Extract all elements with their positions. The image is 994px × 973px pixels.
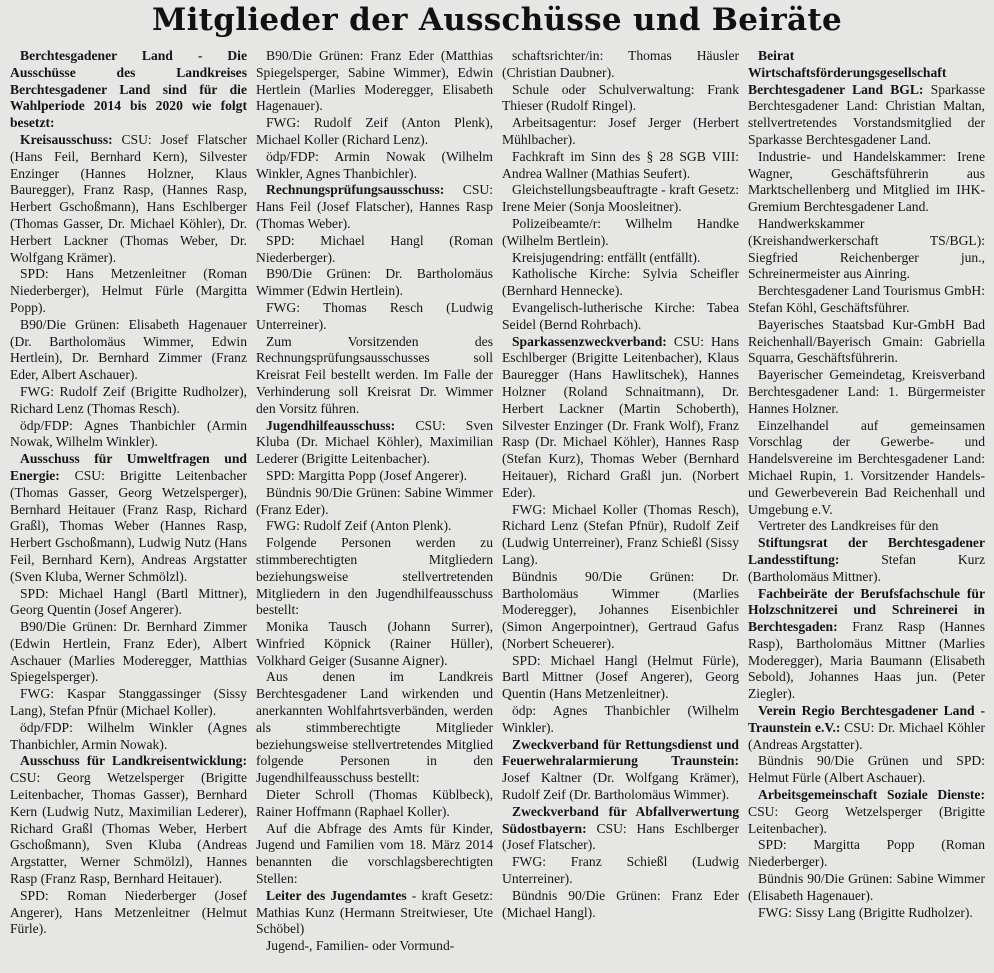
paragraph bbox=[502, 334, 739, 502]
paragraph-text: Aus denen im Landkreis Berchtesgadener Land wirkenden und anerkannten Wohlfahrtsverbänden, werden als stimmberechtigte Mitglieder beziehungsweise stellvertretendes Mitglied folgende Personen in den Jugendhilfeausschuss bestellt: bbox=[256, 669, 493, 786]
paragraph bbox=[502, 854, 739, 888]
paragraph-text: FWG: Franz Schießl (Ludwig Unterreiner). bbox=[502, 854, 739, 887]
column-4 bbox=[744, 48, 990, 973]
paragraph-heading: Zweckverband für Abfallverwertung Südostbayern: bbox=[502, 803, 739, 836]
paragraph bbox=[256, 535, 493, 619]
paragraph-heading: Verein Regio Berchtesgadener Land - Traunstein e.V.: bbox=[748, 703, 985, 735]
paragraph-text: B90/Die Grünen: Elisabeth Hagenauer (Dr. Bartholomäus Wimmer, Edwin Hertlein), Dr. Bernhard Zimmer (Franz Eder, Albert Aschauer). bbox=[10, 316, 247, 383]
paragraph bbox=[748, 535, 985, 585]
paragraph bbox=[502, 182, 739, 216]
paragraph-heading: Arbeitsgemeinschaft Soziale Dienste: bbox=[758, 787, 985, 803]
paragraph-text: ödp/FDP: Agnes Thanbichler (Armin Nowak, Wilhelm Winkler). bbox=[10, 417, 247, 450]
paragraph bbox=[748, 216, 985, 283]
paragraph-text: Vertreter des Landkreises für den bbox=[758, 518, 939, 534]
paragraph bbox=[10, 384, 247, 418]
paragraph-text: SPD: Michael Hangl (Helmut Fürle), Bartl Mittner (Josef Angerer), Georg Quentin (Hans Metzenleitner). bbox=[502, 652, 739, 702]
paragraph-heading: Jugendhilfeausschuss: bbox=[266, 417, 396, 433]
paragraph-text: SPD: Michael Hangl (Roman Niederberger). bbox=[256, 232, 493, 265]
paragraph bbox=[748, 518, 985, 535]
headline: Mitglieder der Ausschüsse und Beiräte bbox=[151, 2, 843, 38]
paragraph-text: SPD: Roman Niederberger (Josef Angerer), Hans Metzenleitner (Helmut Fürle). bbox=[10, 887, 247, 937]
paragraph-text: B90/Die Grünen: Dr. Bernhard Zimmer (Edwin Hertlein, Franz Eder), Albert Aschauer (Marlies Moderegger, Matthias Spiegelsperger). bbox=[10, 619, 247, 685]
paragraph-text: Bayerischer Gemeindetag, Kreisverband Berchtesgadener Land: 1. Bürgermeister Hannes Holzner. bbox=[748, 367, 985, 416]
paragraph bbox=[748, 418, 985, 519]
paragraph bbox=[256, 266, 493, 300]
paragraph-text: Gleichstellungsbeauftragte - kraft Gesetz: Irene Meier (Sonja Moosleitner). bbox=[502, 182, 739, 215]
paragraph bbox=[502, 48, 739, 82]
paragraph-text: SPD: Margitta Popp (Roman Niederberger). bbox=[748, 837, 985, 870]
paragraph bbox=[10, 686, 247, 720]
paragraph-text: CSU: Hans Eschlberger (Josef Flatscher). bbox=[502, 820, 739, 853]
paragraph-text: ödp: Agnes Thanbichler (Wilhelm Winkler). bbox=[502, 703, 739, 735]
paragraph bbox=[502, 82, 739, 116]
paragraph-text: Bayerisches Staatsbad Kur-GmbH Bad Reichenhall/Bayerisch Gmain: Gabriella Squarra, Geschäftsführerin. bbox=[748, 316, 985, 366]
paragraph-text: Katholische Kirche: Sylvia Scheifler (Bernhard Hennecke). bbox=[502, 266, 739, 299]
paragraph-text: CSU: Hans Feil (Josef Flatscher), Hannes Rasp (Thomas Weber). bbox=[256, 182, 493, 231]
paragraph bbox=[10, 132, 247, 266]
paragraph bbox=[748, 149, 985, 216]
paragraph bbox=[502, 703, 739, 737]
paragraph bbox=[10, 586, 247, 620]
column-1 bbox=[6, 48, 252, 973]
paragraph bbox=[748, 317, 985, 367]
paragraph-text: FWG: Rudolf Zeif (Anton Plenk), Michael Koller (Richard Lenz). bbox=[256, 115, 493, 147]
paragraph-text: CSU: Dr. Michael Köhler (Andreas Argstatter). bbox=[748, 719, 986, 752]
paragraph-text: CSU: Hans Eschlberger (Brigitte Leitenbacher), Klaus Bauregger (Hans Hawlitschek), Hannes Holzner (Roland Schnaitmann), Dr. Herbert Lackner (Martin Schoberth), Silvester Enzinger (Dr. Frank Wolf), Franz Rasp (Dr. Michael Köhler), Hannes Rasp (Stefan Kurz), Thomas Weber (Bernhard Heitauer), Richard Graßl jun. (Norbert Eder). bbox=[502, 333, 739, 500]
paragraph-text: FWG: Rudolf Zeif (Anton Plenk). bbox=[266, 518, 452, 534]
paragraph-heading: Rechnungsprüfungsausschuss: bbox=[266, 182, 445, 198]
paragraph-text: SPD: Michael Hangl (Bartl Mittner), Georg Quentin (Josef Angerer). bbox=[10, 585, 247, 618]
paragraph bbox=[10, 48, 247, 132]
paragraph bbox=[256, 233, 493, 267]
paragraph bbox=[256, 518, 493, 535]
paragraph-text: schaftsrichter/in: Thomas Häusler (Christian Daubner). bbox=[502, 48, 739, 80]
paragraph-heading: Sparkassenzweckverband: bbox=[512, 333, 667, 349]
paragraph bbox=[256, 115, 493, 149]
paragraph-text: Handwerkskammer (Kreishandwerkerschaft TS/BGL): Siegfried Reichenberger jun., Schreinermeister aus Ainring. bbox=[748, 215, 985, 282]
column-2 bbox=[252, 48, 498, 973]
paragraph-text: FWG: Rudolf Zeif (Brigitte Rudholzer), Richard Lenz (Thomas Resch). bbox=[10, 383, 247, 416]
paragraph-text: Auf die Abfrage des Amts für Kinder, Jugend und Familien vom 18. März 2014 benannten die vorschlagsberechtigten Stellen: bbox=[256, 820, 493, 887]
paragraph-text: SPD: Margitta Popp (Josef Angerer). bbox=[266, 467, 467, 483]
paragraph-heading: Zweckverband für Rettungsdienst und Feuerwehralarmierung Traunstein: bbox=[502, 736, 739, 769]
paragraph bbox=[502, 250, 739, 267]
paragraph bbox=[256, 669, 493, 787]
paragraph bbox=[256, 300, 493, 334]
paragraph-text: Berchtesgadener Land Tourismus GmbH: Stefan Köhl, Geschäftsführer. bbox=[748, 283, 985, 315]
paragraph-text: CSU: Georg Wetzelsperger (Brigitte Leitenbacher, Thomas Gasser), Bernhard Kern (Ludwig Nutz, Maximilian Lederer), Richard Graßl (Thomas Weber, Herbert Gschoßmann), Sven Kluba (Andreas Argstatter, Werner Schmölzl), Hannes Rasp (Franz Rasp, Bernhard Heitauer). bbox=[10, 770, 247, 887]
paragraph-heading: Ausschuss für Landkreisentwicklung: bbox=[20, 753, 247, 769]
paragraph bbox=[10, 720, 247, 754]
paragraph-text: B90/Die Grünen: Dr. Bartholomäus Wimmer (Edwin Hertlein). bbox=[256, 266, 493, 299]
paragraph bbox=[748, 787, 985, 837]
paragraph bbox=[10, 888, 247, 938]
paragraph bbox=[256, 334, 493, 418]
paragraph-text: ödp/FDP: Armin Nowak (Wilhelm Winkler, Agnes Thanbichler). bbox=[256, 148, 493, 181]
paragraph bbox=[256, 938, 493, 955]
paragraph-text: Sparkasse Berchtesgadener Land: Christian Maltan, stellvertretendes Vorstandsmitglied der Sparkasse Berchtesgadener Land. bbox=[748, 81, 985, 147]
paragraph-text: Bündnis 90/Die Grünen: Sabine Wimmer (Elisabeth Hagenauer). bbox=[748, 871, 985, 903]
paragraph bbox=[502, 216, 739, 250]
paragraph bbox=[256, 821, 493, 888]
paragraph-text: FWG: Michael Koller (Thomas Resch), Richard Lenz (Stefan Pfnür), Rudolf Zeif (Ludwig Unterreiner), Franz Schießl (Sissy Lang). bbox=[502, 501, 739, 567]
paragraph bbox=[502, 804, 739, 854]
paragraph bbox=[502, 300, 739, 334]
paragraph bbox=[256, 787, 493, 821]
paragraph bbox=[256, 888, 493, 938]
paragraph-heading: Berchtesgadener Land - Die Ausschüsse des Landkreises Berchtesgadener Land sind für die Wahlperiode 2014 bis 2020 wie folgt besetzt: bbox=[10, 48, 247, 131]
paragraph-text: Arbeitsagentur: Josef Jerger (Herbert Mühlbacher). bbox=[502, 115, 739, 147]
paragraph-text: FWG: Kaspar Stanggassinger (Sissy Lang), Stefan Pfnür (Michael Koller). bbox=[10, 686, 247, 719]
paragraph-text: CSU: Georg Wetzelsperger (Brigitte Leitenbacher). bbox=[748, 803, 985, 836]
paragraph-text: FWG: Thomas Resch (Ludwig Unterreiner). bbox=[256, 299, 493, 332]
paragraph-text: Jugend-, Familien- oder Vormund- bbox=[266, 938, 455, 954]
paragraph-text: Industrie- und Handelskammer: Irene Wagner, Geschäftsführerin aus Marktschellenberg und Mitglied im IHK-Gremium Berchtesgadener Land. bbox=[748, 148, 985, 215]
paragraph-text: Bündnis 90/Die Grünen: Franz Eder (Michael Hangl). bbox=[502, 887, 739, 920]
paragraph-text: Zum Vorsitzenden des Rechnungsprüfungsausschusses soll Kreisrat Feil bestellt werden. Im Falle der Verhinderung soll Kreisrat Dr. Wimmer den Vorsitz führen. bbox=[256, 333, 493, 416]
paragraph-text: CSU: Sven Kluba (Dr. Michael Köhler), Maximilian Lederer (Brigitte Leitenbacher). bbox=[256, 417, 493, 467]
paragraph-text: SPD: Hans Metzenleitner (Roman Niederberger), Helmut Fürle (Margitta Popp). bbox=[10, 266, 247, 315]
paragraph bbox=[10, 317, 247, 384]
paragraph bbox=[502, 266, 739, 300]
paragraph-heading: Beirat Wirtschaftsförderungsgesellschaft Berchtesgadener Land BGL: bbox=[748, 48, 947, 97]
paragraph bbox=[748, 586, 985, 704]
paragraph-text: FWG: Sissy Lang (Brigitte Rudholzer). bbox=[758, 904, 973, 920]
paragraph bbox=[10, 753, 247, 887]
paragraph bbox=[748, 48, 985, 149]
paragraph bbox=[256, 48, 493, 115]
paragraph-text: B90/Die Grünen: Franz Eder (Matthias Spiegelsperger, Sabine Wimmer), Edwin Hertlein (Marlies Moderegger, Elisabeth Hagenauer). bbox=[256, 48, 493, 114]
paragraph bbox=[256, 418, 493, 468]
paragraph bbox=[502, 888, 739, 922]
paragraph-heading: Kreisausschuss: bbox=[20, 131, 113, 147]
paragraph-text: ödp/FDP: Wilhelm Winkler (Agnes Thanbichler, Armin Nowak). bbox=[10, 719, 247, 752]
paragraph bbox=[10, 418, 247, 452]
paragraph-text: Polizeibeamte/r: Wilhelm Handke (Wilhelm Bertlein). bbox=[502, 215, 739, 248]
paragraph bbox=[256, 468, 493, 485]
paragraph-text: Evangelisch-lutherische Kirche: Tabea Seidel (Bernd Rohrbach). bbox=[502, 299, 739, 332]
paragraph bbox=[256, 619, 493, 669]
paragraph bbox=[748, 703, 985, 753]
paragraph bbox=[502, 115, 739, 149]
paragraph bbox=[10, 266, 247, 316]
paragraph-heading: Stiftungsrat der Berchtesgadener Landesstiftung: bbox=[748, 535, 985, 567]
paragraph-text: Einzelhandel auf gemeinsamen Vorschlag der Gewerbe- und Handelsvereine im Berchtesgadener Land: Michael Rupin, 1. Vorsitzender Handels- und Gewerbeverein Bad Reichenhall und Umgebung e.V. bbox=[748, 417, 985, 517]
paragraph-text: Kreisjugendring: entfällt (entfällt). bbox=[512, 249, 701, 265]
paragraph bbox=[748, 871, 985, 905]
paragraph-text: CSU: Josef Flatscher (Hans Feil, Bernhard Kern), Silvester Enzinger (Hannes Holzner, Klaus Bauregger), Franz Rasp, (Hannes Rasp, Herbert Gschoßmann), Hans Eschlberger (Thomas Gasser, Dr. Michael Köhler), Dr. Herbert Lackner (Thomas Weber, Dr. Wolfgang Krämer). bbox=[10, 131, 247, 265]
paragraph bbox=[502, 653, 739, 703]
paragraph bbox=[748, 753, 985, 787]
paragraph-text: CSU: Brigitte Leitenbacher (Thomas Gasser, Georg Wetzelsperger), Bernhard Heitauer (Franz Rasp, Richard Graßl), Thomas Weber (Hannes Rasp, Herbert Gschoßmann), Ludwig Nutz (Hans Feil, Bernhard Kern), Andreas Argstatter (Sven Kluba, Werner Schmölzl). bbox=[10, 467, 247, 584]
paragraph-heading: Leiter des Jugendamtes bbox=[266, 887, 407, 903]
column-3 bbox=[498, 48, 744, 973]
paragraph bbox=[10, 451, 247, 585]
paragraph bbox=[748, 905, 985, 922]
paragraph bbox=[256, 149, 493, 183]
paragraph bbox=[256, 182, 493, 232]
paragraph bbox=[256, 485, 493, 519]
article-columns bbox=[6, 48, 990, 973]
paragraph-text: Folgende Personen werden zu stimmberechtigten Mitgliedern beziehungsweise stellvertretenden Mitgliedern in den Jugendhilfeausschuss bestellt: bbox=[256, 535, 493, 618]
paragraph bbox=[502, 569, 739, 653]
paragraph-text: Josef Kaltner (Dr. Wolfgang Krämer), Rudolf Zeif (Dr. Bartholomäus Wimmer). bbox=[502, 770, 739, 803]
paragraph-text: Bündnis 90/Die Grünen und SPD: Helmut Fürle (Albert Aschauer). bbox=[748, 753, 985, 786]
paragraph-text: Bündnis 90/Die Grünen: Sabine Wimmer (Franz Eder). bbox=[256, 484, 493, 517]
paragraph bbox=[748, 283, 985, 317]
paragraph-heading: Fachbeiräte der Berufsfachschule für Holzschnitzerei und Schreinerei in Berchtesgaden: bbox=[748, 585, 985, 635]
paragraph-text: Fachkraft im Sinn des § 28 SGB VIII: Andrea Wallner (Mathias Seufert). bbox=[502, 148, 739, 181]
paragraph-text: Bündnis 90/Die Grünen: Dr. Bartholomäus Wimmer (Marlies Moderegger), Johannes Eisenbichler (Simon Angerpointner), Gertraud Gafus (Norbert Scheuerer). bbox=[502, 568, 739, 651]
paragraph bbox=[748, 837, 985, 871]
paragraph-text: Monika Tausch (Johann Surrer), Winfried Köpnick (Rainer Hüller), Volkhard Geiger (Susanne Aigner). bbox=[256, 619, 493, 668]
paragraph-text: Schule oder Schulverwaltung: Frank Thieser (Rudolf Ringel). bbox=[502, 81, 739, 114]
paragraph-heading: Ausschuss für Umweltfragen und Energie: bbox=[10, 451, 247, 483]
paragraph bbox=[502, 149, 739, 183]
paragraph-text: Franz Rasp (Hannes Rasp), Bartholomäus Mittner (Marlies Moderegger), Maria Baumann (Elisabeth Sebold), Johannes Haas jun. (Peter Ziegler). bbox=[748, 619, 985, 702]
paragraph bbox=[502, 737, 739, 804]
paragraph bbox=[502, 502, 739, 569]
paragraph-text: Stefan Kurz (Bartholomäus Mittner). bbox=[748, 551, 985, 584]
paragraph-text: - kraft Gesetz: Mathias Kunz (Hermann Streitwieser, Ute Schöbel) bbox=[256, 887, 493, 937]
paragraph bbox=[748, 367, 985, 417]
paragraph-text: Dieter Schroll (Thomas Küblbeck), Rainer Hoffmann (Raphael Koller). bbox=[256, 787, 493, 819]
paragraph bbox=[10, 619, 247, 686]
